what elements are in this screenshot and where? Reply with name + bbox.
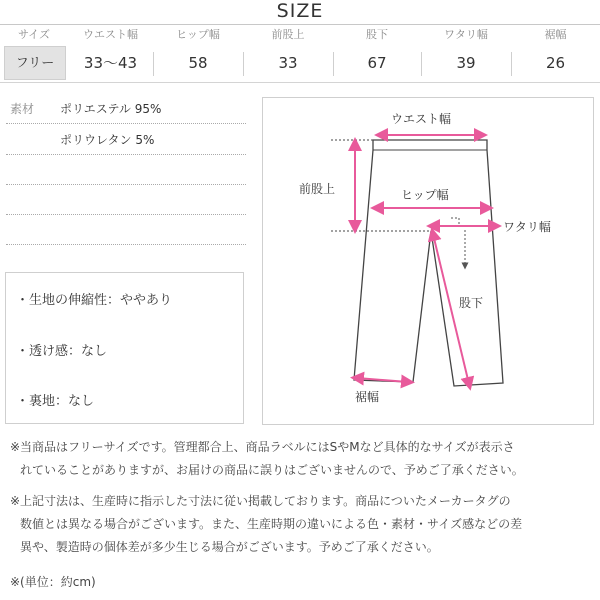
note-measurements <box>10 490 595 559</box>
note-line: ※当商品はフリーサイズです。管理都合上、商品ラベルにはSやMなど具体的なサイズが表示さ <box>10 440 515 454</box>
value-hip: 58 <box>188 54 208 72</box>
size-label-cell: フリー <box>4 46 66 80</box>
unit-note: ※(単位：約cm) <box>10 575 96 589</box>
value-rise: 33 <box>278 54 298 72</box>
label-hip: ヒップ幅 <box>401 188 449 202</box>
value-thigh: 39 <box>456 54 476 72</box>
material-item: ポリエステル 95% <box>60 102 162 116</box>
header-inseam: 股下 <box>366 28 388 41</box>
header-size: サイズ <box>17 28 51 41</box>
note-line: 数値とは異なる場合がございます。また、生産時期の違いによる色・素材・サイズ感などの差 <box>20 517 523 531</box>
page-title: SIZE <box>276 0 324 22</box>
label-inseam: 股下 <box>459 296 484 310</box>
value-inseam: 67 <box>367 54 387 72</box>
note-free-size <box>10 436 595 482</box>
note-line: 異や、製造時の個体差が多少生じる場合がございます。予めご了承ください。 <box>20 540 439 554</box>
note-line: ※上記寸法は、生産時に指示した寸法に従い掲載しております。商品についたメーカータグの <box>10 494 511 508</box>
material-label: 素材 <box>10 102 35 116</box>
value-hem: 26 <box>545 54 566 72</box>
header-waist: ウエスト幅 <box>83 28 138 41</box>
size-row <box>0 46 600 80</box>
dotted-divider <box>6 214 246 215</box>
property-sheerness: ・透け感：なし <box>16 344 108 359</box>
label-hem: 裾幅 <box>355 390 380 404</box>
dotted-divider <box>6 244 246 245</box>
title-divider <box>0 24 600 25</box>
property-stretch: ・生地の伸縮性：ややあり <box>16 293 173 308</box>
header-rise: 前股上 <box>271 28 305 41</box>
pants-outline <box>354 140 503 386</box>
measurement-diagram <box>262 97 594 425</box>
label-rise: 前股上 <box>299 182 336 196</box>
header-thigh: ワタリ幅 <box>444 28 488 41</box>
value-waist: 33〜43 <box>83 54 138 72</box>
table-divider <box>0 82 600 83</box>
material-item: ポリウレタン 5% <box>60 133 155 147</box>
label-thigh: ワタリ幅 <box>503 220 551 234</box>
note-line: れていることがありますが、お届けの商品に誤りはございませんので、予めご了承ください。 <box>20 463 524 477</box>
header-hip: ヒップ幅 <box>176 28 220 41</box>
header-hem: 裾幅 <box>544 28 567 41</box>
dotted-divider <box>6 123 246 124</box>
property-lining: ・裏地：なし <box>16 394 95 409</box>
dotted-divider <box>6 154 246 155</box>
pants-illustration <box>263 98 593 424</box>
label-waist: ウエスト幅 <box>391 112 452 126</box>
dotted-divider <box>6 184 246 185</box>
